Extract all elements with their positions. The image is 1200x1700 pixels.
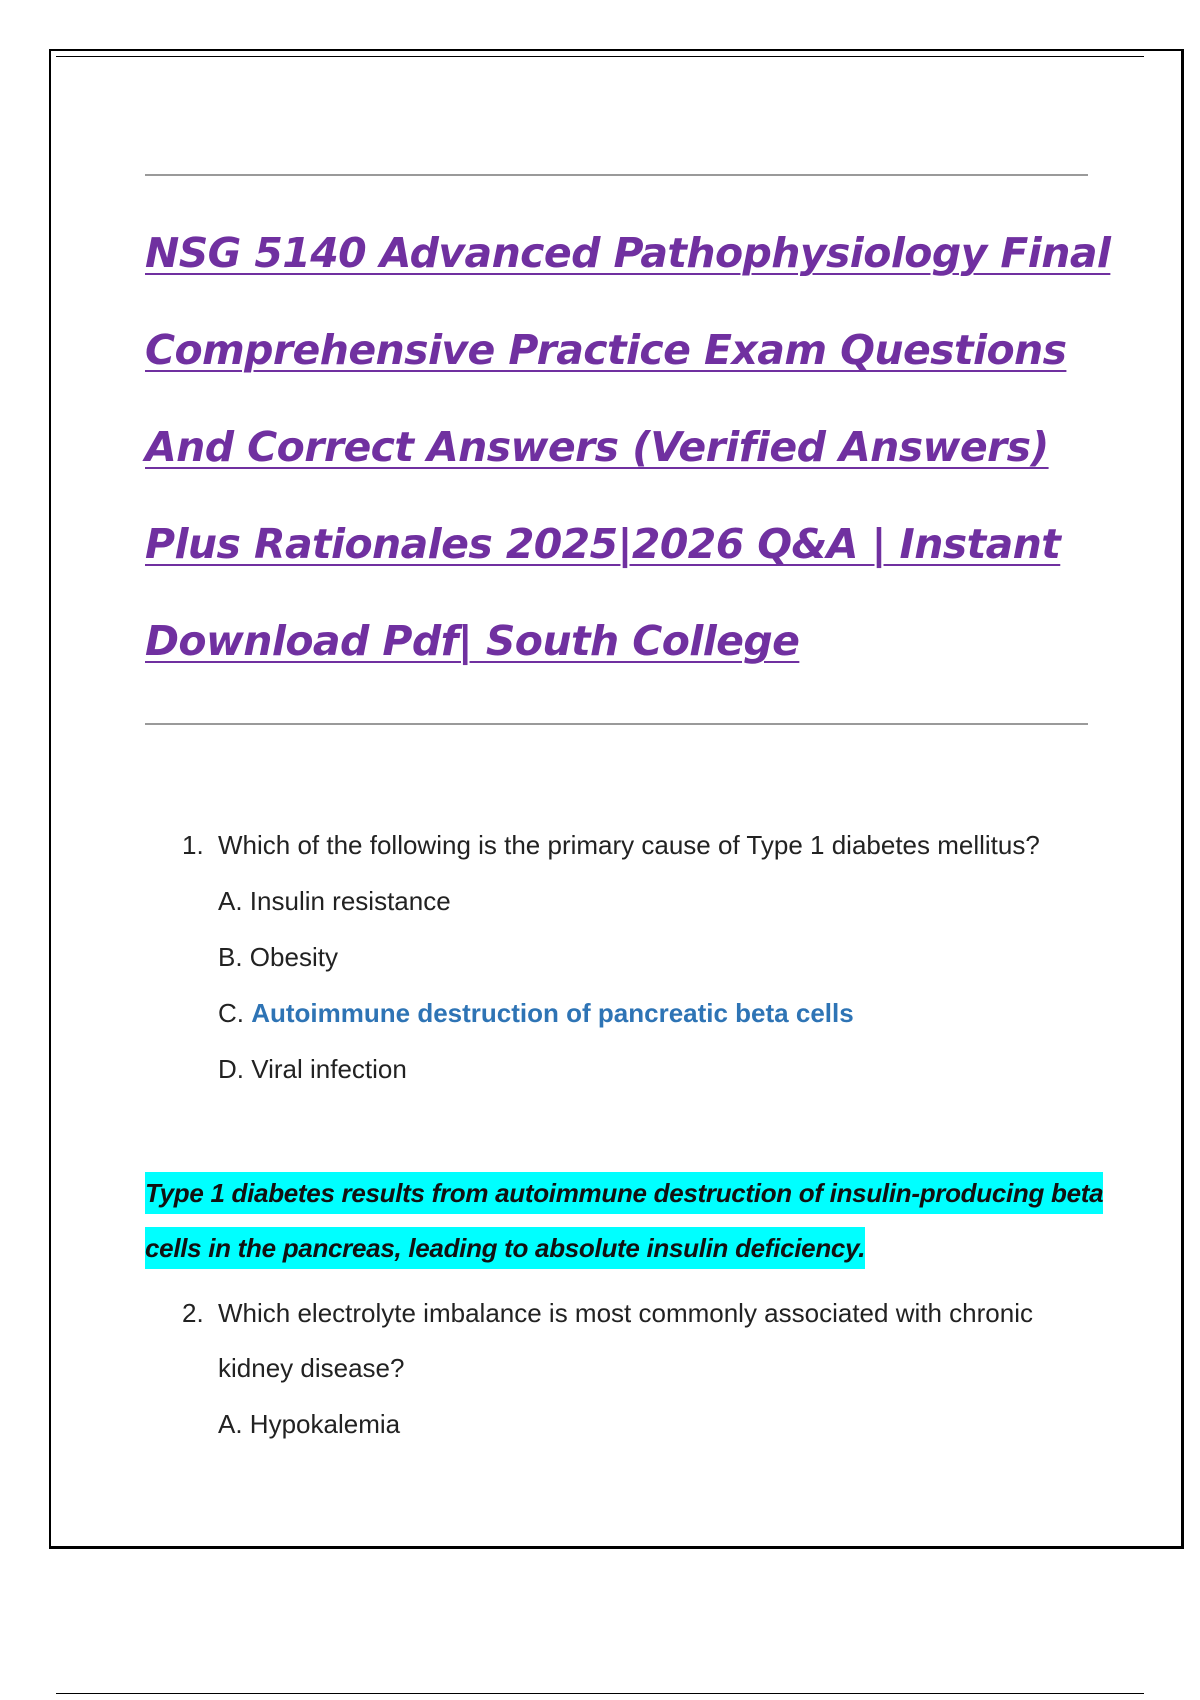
title-top-divider — [145, 174, 1088, 176]
option-a: A. Insulin resistance — [218, 886, 451, 916]
rationale-highlight: Type 1 diabetes results from autoimmune destruction of insulin-producing beta cells in the pancreas, leading to absolute insulin deficiency. — [145, 1172, 1103, 1269]
title-line-2: Comprehensive Practice Exam Questions — [145, 326, 1067, 374]
option-d: D. Viral infection — [218, 1054, 407, 1084]
question-text: Which of the following is the primary cause of Type 1 diabetes mellitus? — [218, 830, 1040, 860]
question-text: Which electrolyte imbalance is most commonly associated with chronic kidney disease? — [218, 1298, 1033, 1383]
option-a: A. Hypokalemia — [218, 1409, 401, 1439]
next-page-top-rule — [56, 1693, 1144, 1694]
question-stem — [145, 818, 1105, 873]
question-number: 2. — [182, 1298, 204, 1328]
title-bottom-divider — [145, 723, 1088, 725]
question-2 — [145, 1286, 1105, 1452]
question-1 — [145, 818, 1105, 1097]
question-number: 1. — [182, 830, 204, 860]
correct-answer-text: Autoimmune destruction of pancreatic beta cells — [251, 998, 854, 1028]
title-line-3: And Correct Answers (Verified Answers) — [145, 423, 1049, 471]
question-stem — [145, 1286, 1105, 1396]
title-line-1: NSG 5140 Advanced Pathophysiology Final — [145, 229, 1111, 277]
title-line-5: Download Pdf| South College — [145, 617, 800, 665]
top-double-rule — [56, 56, 1144, 57]
title-line-4: Plus Rationales 2025|2026 Q&A | Instant — [145, 520, 1061, 568]
option-c-correct: C. Autoimmune destruction of pancreatic beta cells — [218, 998, 854, 1028]
option-b: B. Obesity — [218, 942, 338, 972]
rationale-1 — [145, 1166, 1105, 1276]
document-title — [145, 205, 1111, 690]
